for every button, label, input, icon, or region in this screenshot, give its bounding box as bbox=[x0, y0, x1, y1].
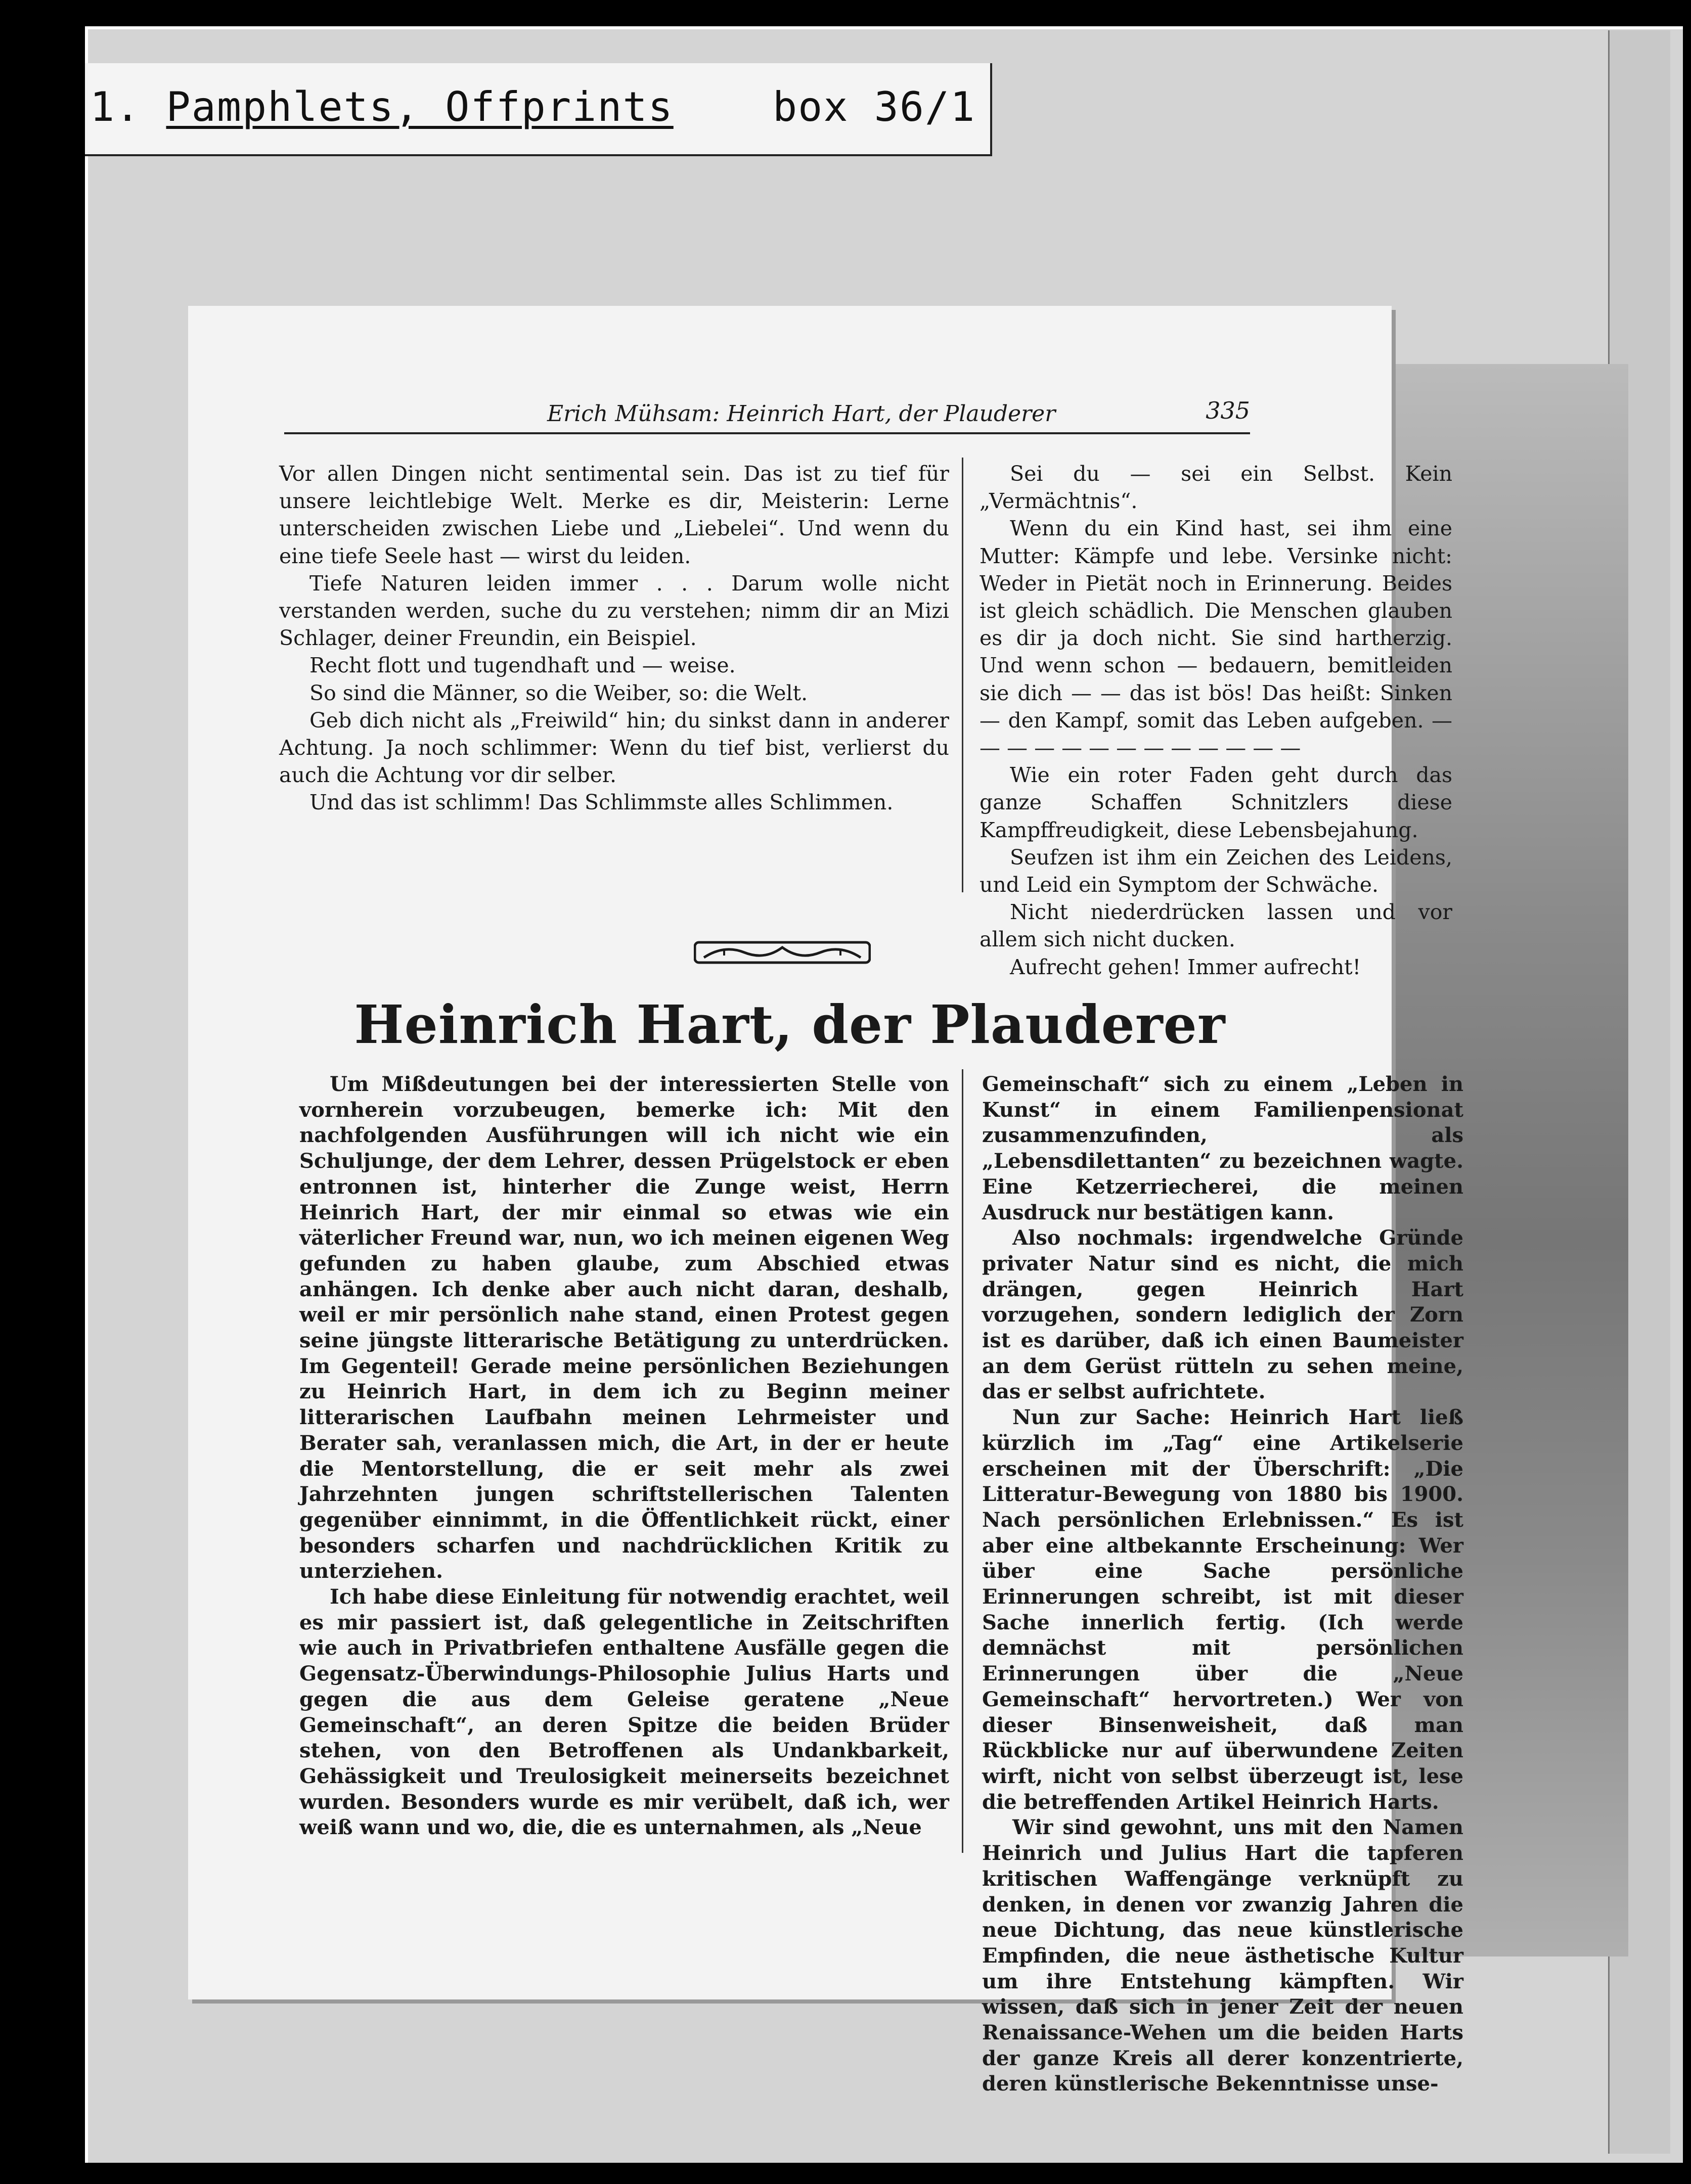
paragraph: Wie ein roter Faden geht durch das ganze Schaffen Schnitzlers diese Kampffreudigkeit, diese Lebensbejahung. bbox=[980, 763, 1452, 842]
upper-right-column bbox=[980, 460, 1452, 981]
paragraph: Vor allen Dingen nicht sentimental sein. Das ist zu tief für unsere leichtlebige Welt. Merke es dir, Meisterin: Lerne unterscheiden zwischen Liebe und „Liebelei“. Und wenn du eine tiefe Seele hast — wirst du leiden. bbox=[279, 462, 949, 568]
label-box-number: box 36/1 bbox=[773, 83, 976, 130]
running-head-title: Erich Mühsam: Heinrich Hart, der Plauderer bbox=[547, 401, 1056, 427]
paragraph: Wir sind gewohnt, uns mit den Namen Heinrich und Julius Hart die tapferen kritischen Waffengänge verknüpft zu denken, in denen vor zwanzig Jahren die neue Dichtung, das neue künstlerische Empfinden, die neue ästhetische Kultur um ihre Entstehung kämpften. Wir wissen, daß sich in jener Zeit der neuen Renaissance-Wehen um die beiden Harts der ganze Kreis all derer konzentrierte, deren künstlerische Bekenntnisse unse- bbox=[982, 1815, 1463, 2096]
label-category: Pamphlets, Offprints bbox=[166, 83, 674, 130]
running-head bbox=[284, 397, 1250, 434]
paragraph: Aufrecht gehen! Immer aufrecht! bbox=[1010, 954, 1361, 979]
paragraph: Geb dich nicht als „Freiwild“ hin; du sinkst dann in anderer Achtung. Ja noch schlimmer: Wenn du tief bist, verlierst du auch die Achtung vor dir selber. bbox=[279, 708, 949, 788]
paragraph: Sei du — sei ein Selbst. Kein „Vermächtnis“. bbox=[980, 462, 1452, 514]
article-title: Heinrich Hart, der Plauderer bbox=[354, 993, 1226, 1056]
article-page bbox=[188, 306, 1463, 2096]
page-number: 335 bbox=[1206, 397, 1250, 424]
ornament-divider bbox=[694, 940, 871, 965]
upper-left-column bbox=[279, 460, 949, 816]
label-number: 1. bbox=[90, 83, 141, 130]
paragraph: So sind die Männer, so die Weiber, so: die Welt. bbox=[309, 680, 808, 705]
paragraph: Recht flott und tugendhaft und — weise. bbox=[309, 653, 736, 678]
column-rule bbox=[962, 458, 963, 892]
column-rule bbox=[962, 1069, 963, 1853]
paragraph: Also nochmals: irgendwelche Gründe privater Natur sind es nicht, die mich drängen, gegen Heinrich Hart vorzugehen, sondern lediglich der Zorn ist es darüber, daß ich einen Baumeister an dem Gerüst rütteln zu sehen meine, das er selbst aufrichtete. bbox=[982, 1226, 1463, 1404]
archive-label bbox=[85, 63, 992, 156]
paragraph: Nicht niederdrücken lassen und vor allem sich nicht ducken. bbox=[980, 900, 1452, 952]
paragraph: Ich habe diese Einleitung für notwendig erachtet, weil es mir passiert ist, daß gelegentliche in Zeitschriften wie auch in Privatbriefen enthaltene Ausfälle gegen die Gegensatz-Überwindungs-Philosophie Julius Harts und gegen die aus dem Geleise geratene „Neue Gemeinschaft“, an deren Spitze die beiden Brüder stehen, von den Betroffenen als Undankbarkeit, Gehässigkeit und Treulosigkeit meinerseits bezeichnet wurden. Besonders wurde es mir verübelt, daß ich, wer weiß wann und wo, die, die es unternahmen, als „Neue bbox=[299, 1585, 949, 1840]
paragraph: Tiefe Naturen leiden immer . . . Darum wolle nicht verstanden werden, suche du zu verstehen; nimm dir an Mizi Schlager, deiner Freundin, ein Beispiel. bbox=[279, 571, 949, 651]
paragraph: Gemeinschaft“ sich zu einem „Leben in Kunst“ in einem Familienpensionat zusammenzufinden, als „Lebensdilettanten“ zu bezeichnen wagte. Eine Ketzerriecherei, die meinen Ausdruck nur bestätigen kann. bbox=[982, 1072, 1463, 1224]
paragraph: Um Mißdeutungen bei der interessierten Stelle von vornherein vorzubeugen, bemerke ich: Mit den nachfolgenden Ausführungen will ich nicht wie ein Schuljunge, der dem Lehrer, dessen Prügelstock er eben entronnen ist, hinterher die Zunge weist, Herrn Heinrich Hart, der mir einmal so etwas wie ein väterlicher Freund war, nun, wo ich meinen eigenen Weg gefunden zu haben glaube, zum Abschied etwas anhängen. Ich denke aber auch nicht daran, deshalb, weil er mir persönlich nahe stand, einen Protest gegen seine jüngste litterarische Betätigung zu unterdrücken. Im Gegenteil! Gerade meine persönlichen Beziehungen zu Heinrich Hart, in dem ich zu Beginn meiner litterarischen Laufbahn meinen Lehrmeister und Berater sah, veranlassen mich, die Art, in der er heute die Mentorstellung, die er seit mehr als zwei Jahrzehnten jungen schriftstellerischen Talenten gegenüber einnimmt, in die Öffentlichkeit rückt, einer besonders scharfen und nachdrücklichen Kritik zu unterziehen. bbox=[299, 1072, 949, 1583]
paragraph: Seufzen ist ihm ein Zeichen des Leidens, und Leid ein Symptom der Schwäche. bbox=[980, 845, 1452, 897]
paragraph: Wenn du ein Kind hast, sei ihm eine Mutter: Kämpfe und lebe. Versinke nicht: Weder in Pietät noch in Erinnerung. Beides ist gleich schädlich. Die Menschen glauben es dir ja doch nicht. Sie sind hartherzig. Und wenn schon — bedauern, bemitleiden sie dich — — das ist bös! Das heißt: Sinken — den Kampf, somit das Leben aufgeben. — — — — — — — — — — — — — bbox=[980, 516, 1452, 760]
paragraph: Nun zur Sache: Heinrich Hart ließ kürzlich im „Tag“ eine Artikelserie erscheinen mit der Überschrift: „Die Litteratur-Bewegung von 1880 bis 1900. Nach persönlichen Erlebnissen.“ Es ist aber eine altbekannte Erscheinung: Wer über eine Sache persönliche Erinnerungen schreibt, ist mit dieser Sache innerlich fertig. (Ich werde demnächst mit persönlichen Erinnerungen über die „Neue Gemeinschaft“ hervortreten.) Wer von dieser Binsenweisheit, daß man Rückblicke nur auf überwundene Zeiten wirft, nicht von selbst überzeugt ist, lese die betreffenden Artikel Heinrich Harts. bbox=[982, 1405, 1463, 1814]
lower-left-column bbox=[299, 1072, 949, 1841]
lower-right-column bbox=[982, 1072, 1463, 2097]
paragraph: Und das ist schlimm! Das Schlimmste alles Schlimmen. bbox=[309, 790, 894, 815]
